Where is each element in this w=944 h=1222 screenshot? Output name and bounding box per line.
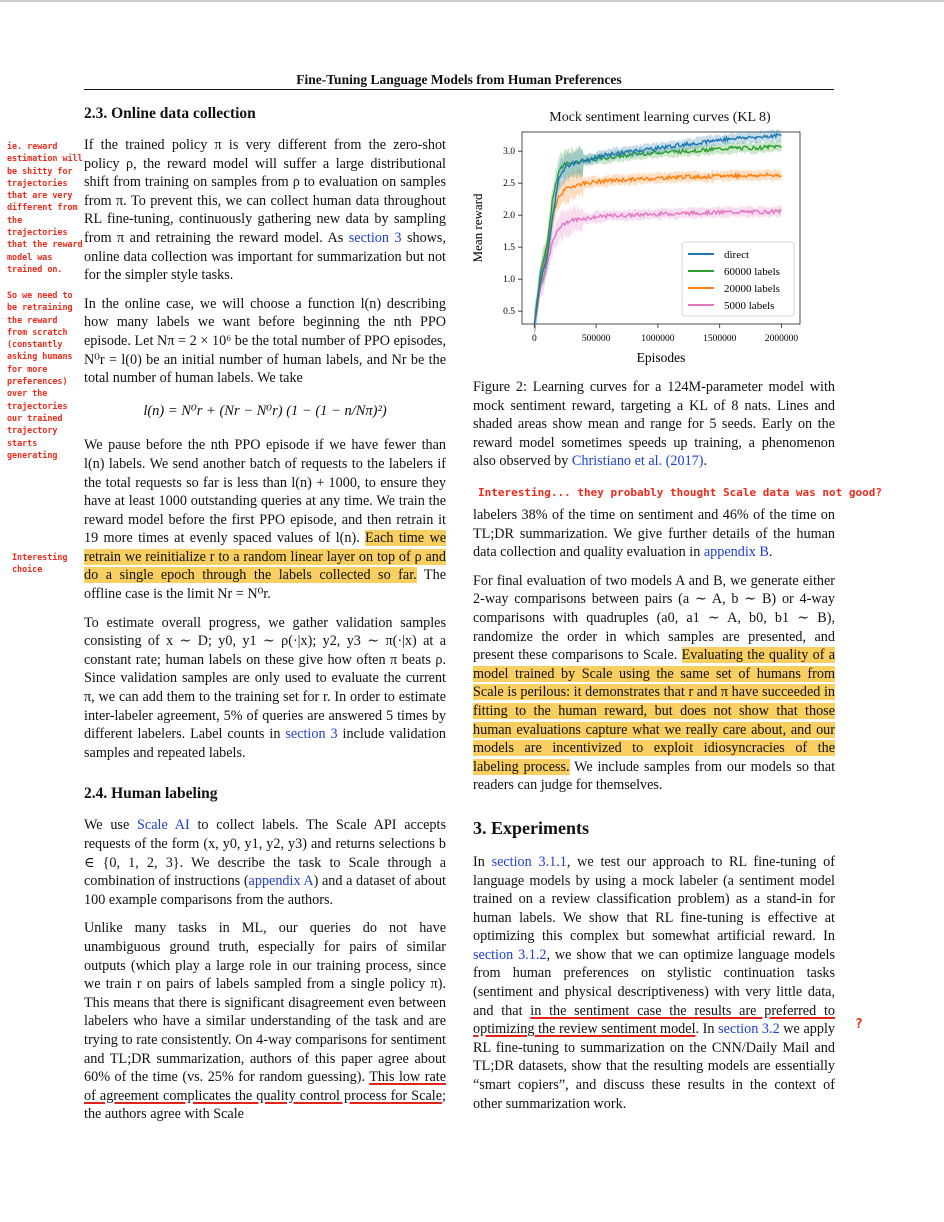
link-appendix-a[interactable]: appendix A bbox=[248, 873, 314, 890]
link-section-3-2[interactable]: section 3.2 bbox=[718, 1021, 780, 1038]
online-data-paragraph-2: In the online case, we will choose a function l(n) describing how many labels we want before beginning the nth PPO episode. Let Nπ = 2 × 10⁶ be the total number of PPO episodes, N⁰r = l(0) be an initial number of human labels, and Nr be the total number of human labels. We take bbox=[84, 295, 446, 387]
figure-2-chart bbox=[470, 104, 840, 369]
link-section-3-1-1[interactable]: section 3.1.1 bbox=[491, 853, 567, 870]
link-section-3[interactable]: section 3 bbox=[348, 229, 402, 246]
highlight-scale-perilous: Evaluating the quality of a model trained by Scale using the same set of humans from Scale is perilous: it demonstrates that r and π have succeeded in fitting to the human reward, but does not show that those human evaluations capture what we really care about, and our models are incentivized to exploit idiosyncracies of the labeling process. bbox=[473, 647, 836, 775]
section-2-3-heading: 2.3. Online data collection bbox=[84, 105, 256, 122]
right-column bbox=[473, 506, 835, 1123]
section-3-heading: 3. Experiments bbox=[473, 817, 589, 838]
legend-label: direct bbox=[724, 249, 750, 261]
legend-label: 60000 labels bbox=[724, 266, 780, 278]
y-tick-label: 3.0 bbox=[503, 147, 515, 158]
experiments-paragraph: In section 3.1.1, we test our approach to RL fine-tuning of language models by using a mock labeler (a sentiment model trained on a review classification problem) as a stand-in for human labels. We show that RL fine-tuning is effective at optimizing this complex but somewhat artificial reward. In section 3.1.2, we show that we can optimize language models from human preferences on stylistic continuation tasks (sentiment and physical descriptiveness) with very little data, and that in the sentiment case the results are preferred to optimizing the review sentiment model. In section 3.2 we apply RL fine-tuning to summarization on the CNN/Daily Mail and TL;DR datasets, show that the resulting models are essentially “smart copiers”, and discuss these results in the context of other summarization work. bbox=[473, 853, 836, 1112]
online-data-paragraph-3: We pause before the nth PPO episode if we have fewer than l(n) labels. We send another batch of requests to the labelers if the total requests so far is less than l(n) + 1000, to ensure they have at least 1000 outstanding queries at any time. We train the reward model before the first PPO episode, and then retrain it 19 more times at evenly spaced values of l(n). Each time we retrain we reinitialize r to a random linear layer on top of ρ and do a single epoch through the labels collected so far. The offline case is the limit Nr = N⁰r. bbox=[84, 437, 446, 603]
underline-low-agreement: This low rate of agreement complicates the quality control process for Scale bbox=[84, 1069, 446, 1104]
header-rule bbox=[84, 89, 834, 90]
x-tick-label: 2000000 bbox=[764, 334, 799, 344]
scale-agreement-paragraph: labelers 38% of the time on sentiment and 46% of the time on TL;DR summarization. We give further details of the human data collection and quality evaluation in appendix B. bbox=[473, 507, 835, 561]
y-tick-label: 1.0 bbox=[503, 275, 515, 286]
annotation-question-mark: ? bbox=[855, 1017, 863, 1032]
y-tick-label: 2.5 bbox=[503, 179, 515, 190]
chart-title: Mock sentiment learning curves (KL 8) bbox=[549, 110, 771, 125]
annotation-scale-data: Interesting... they probably thought Scale data was not good? bbox=[478, 486, 882, 499]
final-evaluation-paragraph: For final evaluation of two models A and B, we generate either 2-way comparisons between pairs (a ∼ A, b ∼ B) or 4-way comparisons with quadruples (a0, a1 ∼ A, b0, b1 ∼ B), randomize the order in which samples are presented, and present these comparisons to Scale. Evaluating the quality of a model trained by Scale using the same set of humans from Scale is perilous: it demonstrates that r and π have succeeded in fitting to the human reward, but does not show that those human evaluations capture what we really care about, and our models are incentivized to exploit idiosyncracies of the labeling process. We include samples from our models so that readers can judge for themselves. bbox=[473, 572, 836, 794]
chart-legend bbox=[682, 242, 794, 316]
y-tick-label: 1.5 bbox=[503, 243, 515, 254]
section-2-4-heading: 2.4. Human labeling bbox=[84, 785, 218, 803]
highlight-reinitialize: Each time we retrain we reinitialize r to a random linear layer on top of ρ and do a single epoch through the labels collected so far. bbox=[84, 530, 446, 584]
online-data-paragraph-4: To estimate overall progress, we gather validation samples consisting of x ∼ D; y0, y1 ∼ ρ(·|x); y2, y3 ∼ π(·|x) at a constant rate; human labels on these give how often π beats ρ. Since validation samples are only used to evaluate the current π, we can add them to the training set for r. In order to estimate inter-labeler agreement, 5% of queries are answered 5 times by different labelers. Label counts in section 3 include validation samples and repeated labels. bbox=[84, 614, 447, 761]
link-section-3-1-2[interactable]: section 3.1.2 bbox=[473, 946, 547, 963]
annotation-retraining: So we need to be retraining the reward from scratch (constantly asking humans for more preferences) over the trajectories our trained trajectory starts generating bbox=[7, 290, 73, 460]
link-scale-ai[interactable]: Scale AI bbox=[137, 817, 190, 834]
running-header: Fine-Tuning Language Models from Human Preferences bbox=[296, 72, 622, 87]
page-border bbox=[0, 0, 944, 2]
x-tick-label: 500000 bbox=[581, 334, 611, 344]
x-tick-label: 0 bbox=[531, 334, 537, 344]
x-tick-label: 1500000 bbox=[703, 334, 737, 344]
annotation-reward-estimation: ie. reward estimation will be shitty for trajectories that are very different from the trajectories that the reward model was trained on. bbox=[7, 141, 83, 274]
legend-label: 5000 labels bbox=[724, 300, 775, 312]
y-tick-label: 2.0 bbox=[503, 211, 515, 222]
legend-label: 20000 labels bbox=[724, 283, 780, 295]
label-schedule-equation: l(n) = N⁰r + (Nr − N⁰r) (1 − (1 − n/Nπ)²) bbox=[143, 402, 387, 419]
y-axis-label: Mean reward bbox=[470, 193, 485, 263]
link-christiano[interactable]: Christiano et al. (2017) bbox=[571, 453, 704, 470]
link-section-3[interactable]: section 3 bbox=[285, 726, 338, 743]
human-labeling-paragraph-2: Unlike many tasks in ML, our queries do not have unambiguous ground truth, especially for pairs of similar outputs (which play a large role in our training process, since we train r on pairs of labels sampled from a single policy π). This means that there is significant disagreement even between labelers who have a similar understanding of the task and are trying to rate consistently. On 4-way comparisons for sentiment and TL;DR summarization, authors of this paper agree about 60% of the time (vs. 25% for random guessing). This low rate of agreement complicates the quality control process for Scale; the authors agree with Scale bbox=[84, 920, 446, 1123]
chart-svg bbox=[470, 104, 840, 369]
x-axis-label: Episodes bbox=[636, 350, 686, 365]
underline-sentiment-case: in the sentiment case the results are preferred to optimizing the review sentiment model bbox=[473, 1002, 835, 1038]
annotation-interesting-choice: Interesting choice bbox=[12, 552, 68, 575]
left-column bbox=[84, 104, 446, 1134]
link-appendix-b[interactable]: appendix B bbox=[703, 544, 769, 561]
figure-2-caption: Figure 2: Learning curves for a 124M-parameter model with mock sentiment reward, targeting a KL of 8 nats. Lines and shaded areas show mean and range for 5 seeds. Early on the reward model sometimes speeds up training, a phenomenon also observed by Christiano et al. (2017). bbox=[473, 379, 835, 470]
y-tick-label: 0.5 bbox=[503, 307, 515, 318]
x-tick-label: 1000000 bbox=[641, 334, 675, 344]
online-data-paragraph-1: If the trained policy π is very different from the zero-shot policy ρ, the reward model will suffer a large distributional shift from training on samples from ρ to evaluation on samples from π. To prevent this, we can collect human data throughout RL fine-tuning, continuously gathering new data by sampling from π and retraining the reward model. As section 3 shows, online data collection was important for summarization but not for the simpler style tasks. bbox=[84, 137, 446, 284]
human-labeling-paragraph-1: We use Scale AI to collect labels. The Scale API accepts requests of the form (x, y0, y1, y2, y3) and returns selections b ∈ {0, 1, 2, 3}. We describe the task to Scale through a combination of instructions (appendix A) and a dataset of about 100 example comparisons from the authors. bbox=[84, 817, 446, 908]
